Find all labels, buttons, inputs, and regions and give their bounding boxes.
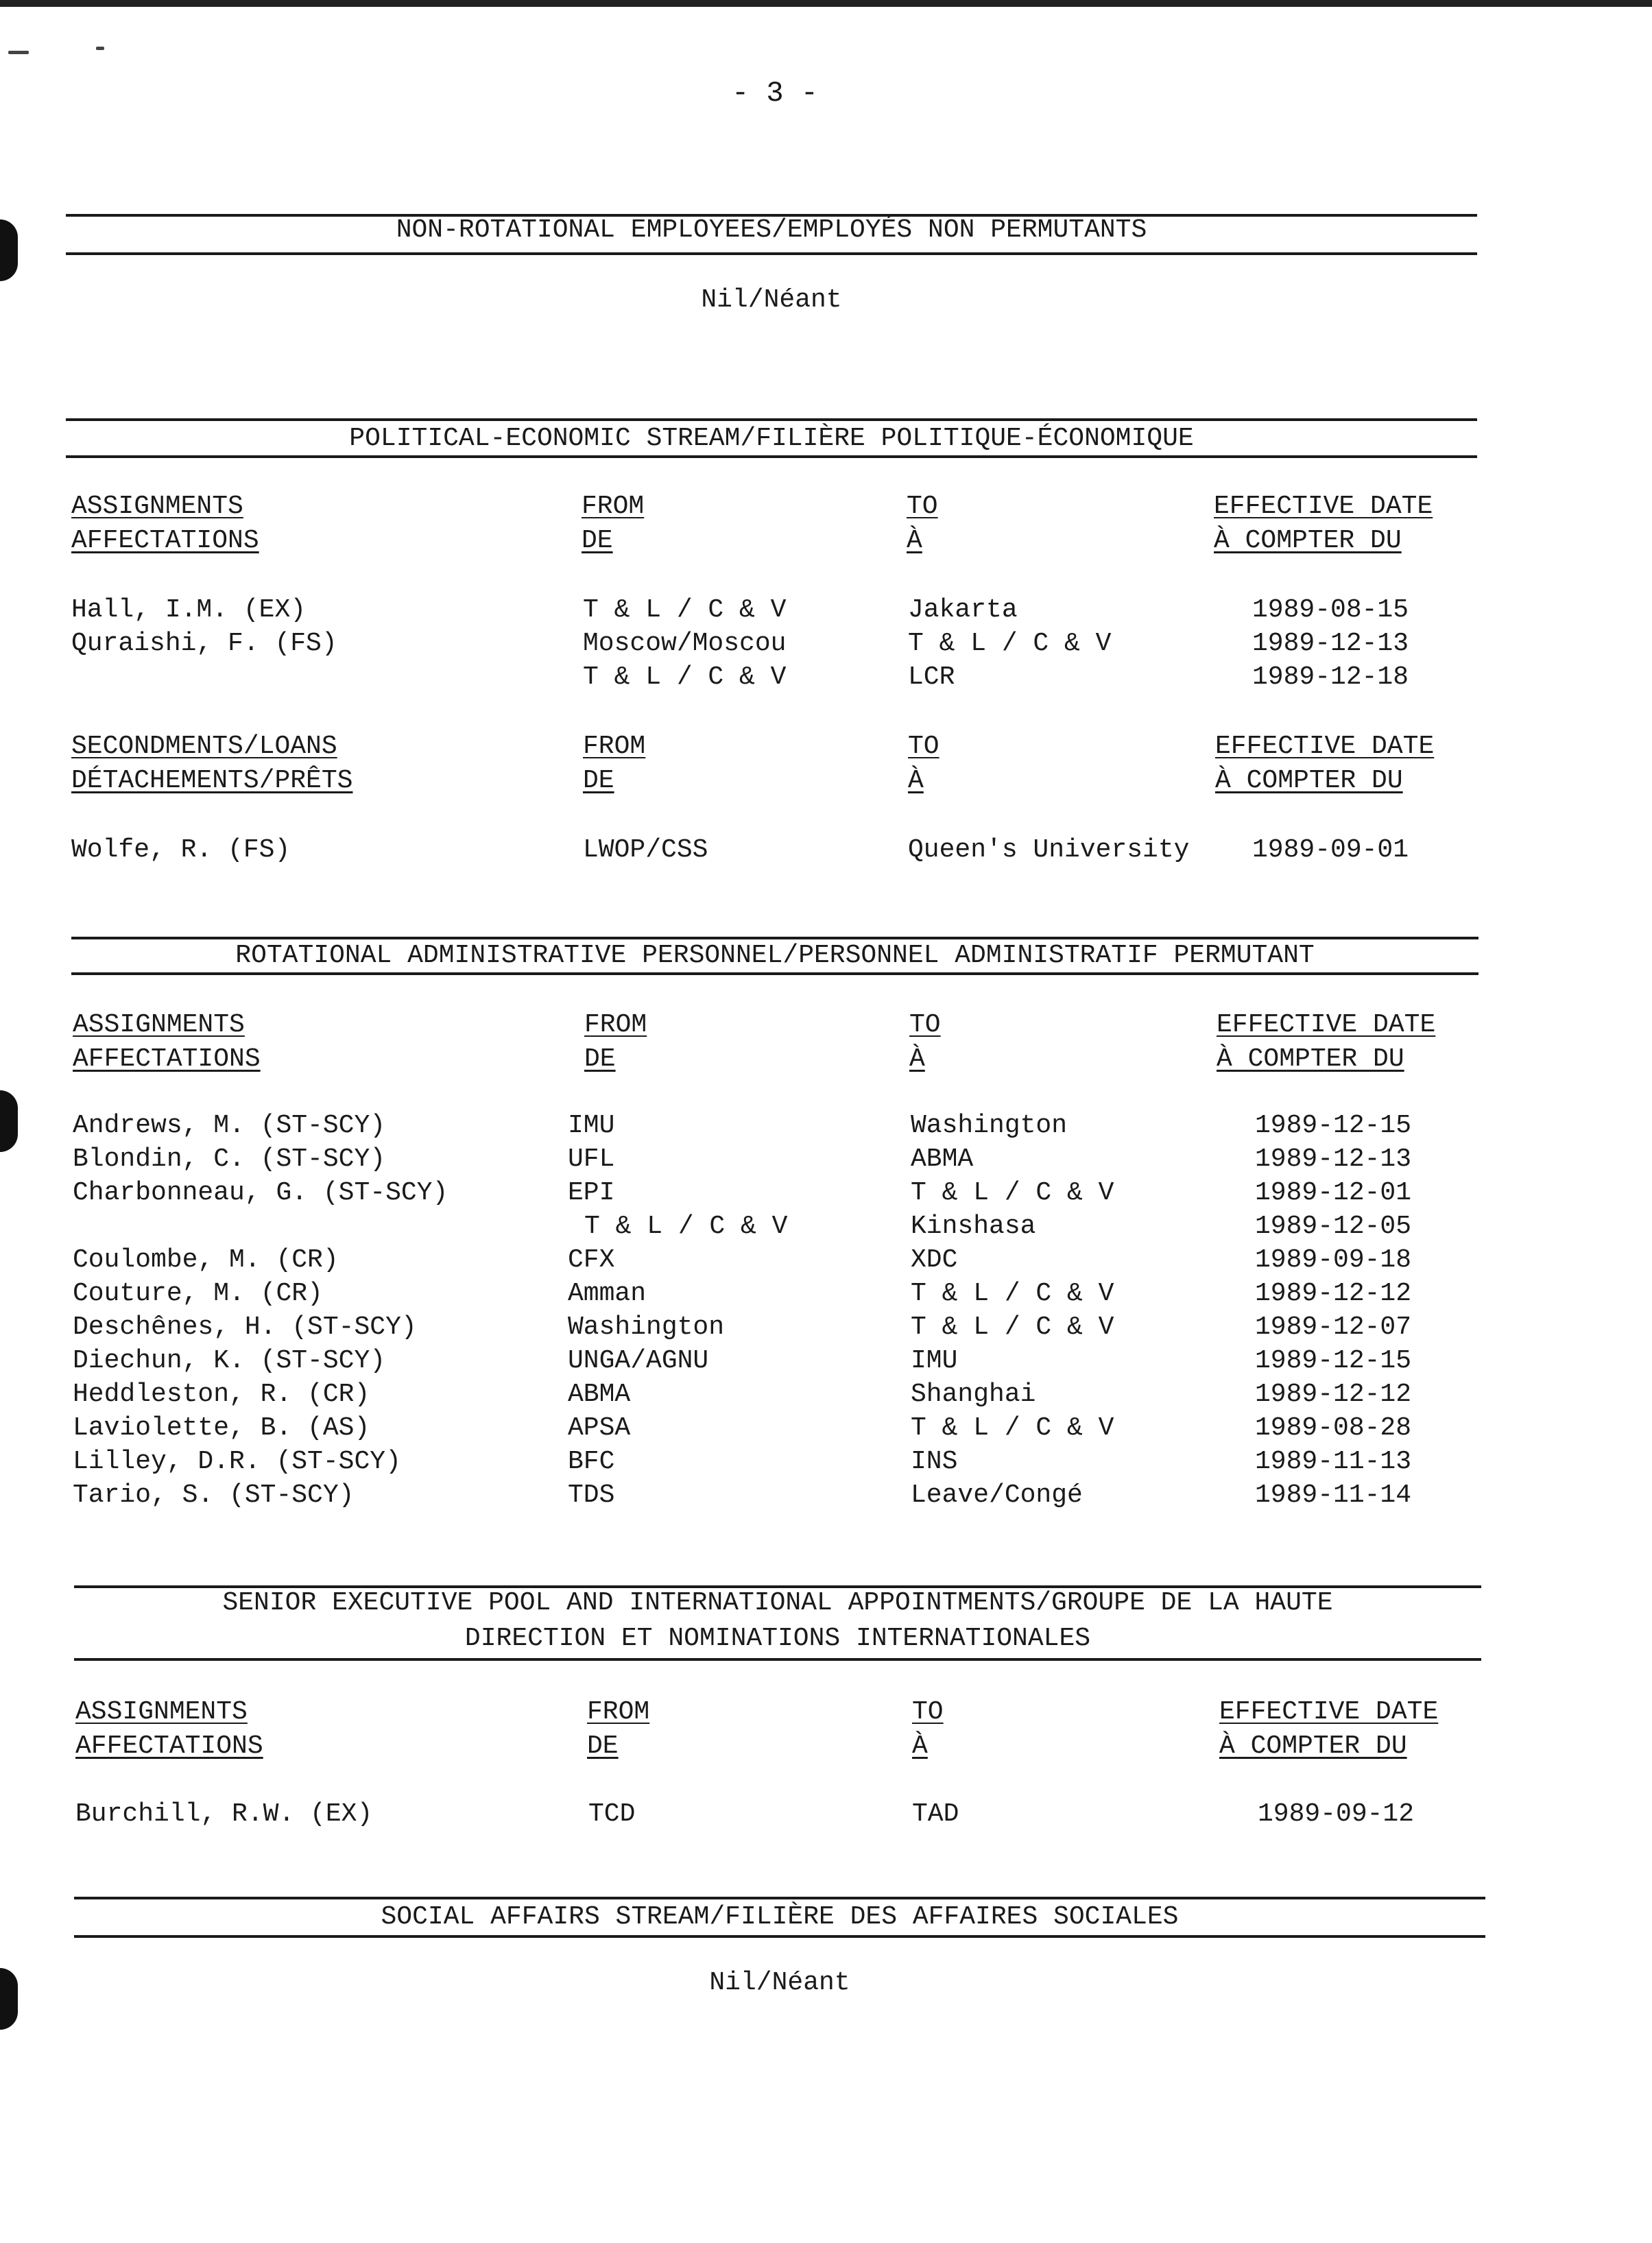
cell-name: Wolfe, R. (FS) [71,835,291,865]
table-row [0,1480,1652,1515]
cell-name: Laviolette, B. (AS) [73,1413,370,1443]
table-row [0,1799,1652,1834]
header-effective-date: EFFECTIVE DATE À COMPTER DU [1219,1697,1439,1761]
table-row [0,1380,1652,1414]
cell-name: Charbonneau, G. (ST-SCY) [73,1178,448,1208]
cell-from: TDS [568,1480,615,1510]
header-to: TO À [909,1010,941,1074]
table-row [0,1111,1652,1145]
header-to: TO À [908,732,939,795]
nil-text: Nil/Néant [701,285,842,315]
table-row [0,1346,1652,1380]
table-row [0,1212,1652,1246]
section-rule [71,972,1479,975]
cell-from: UNGA/AGNU [568,1346,709,1376]
scan-speck [96,47,104,50]
cell-name: Hall, I.M. (EX) [71,595,307,625]
cell-name: Blondin, C. (ST-SCY) [73,1144,386,1174]
table-row [0,1279,1652,1313]
cell-name: Burchill, R.W. (EX) [75,1799,373,1829]
cell-date: 1989-12-12 [1255,1279,1412,1308]
cell-name: Andrews, M. (ST-SCY) [73,1111,386,1140]
cell-name: Deschênes, H. (ST-SCY) [73,1312,417,1342]
header-effective-date: EFFECTIVE DATE À COMPTER DU [1217,1010,1436,1074]
cell-to: Jakarta [908,595,1018,625]
cell-to: T & L / C & V [911,1279,1114,1308]
section-title-non-rotational: NON-ROTATIONAL EMPLOYEES/EMPLOYÉS NON PERMUTANTS [396,215,1147,245]
table-row [0,1413,1652,1448]
header-assignments: ASSIGNMENTS AFFECTATIONS [75,1697,263,1761]
cell-to: TAD [912,1799,959,1829]
cell-to: T & L / C & V [908,629,1112,658]
header-from: FROM DE [584,1010,647,1074]
cell-from: EPI [568,1178,615,1208]
cell-to: Shanghai [911,1380,1036,1409]
cell-to: Washington [911,1111,1068,1140]
cell-date: 1989-12-01 [1255,1178,1412,1208]
cell-name: Heddleston, R. (CR) [73,1380,370,1409]
table-row [0,1144,1652,1179]
cell-date: 1989-12-07 [1255,1312,1412,1342]
cell-from: CFX [568,1245,615,1275]
binder-hole-mark [0,219,18,281]
header-to: TO À [907,492,938,555]
page-top-edge [0,0,1652,7]
cell-date: 1989-12-15 [1255,1111,1412,1140]
cell-date: 1989-09-12 [1258,1799,1415,1829]
cell-from: UFL [568,1144,615,1174]
cell-to: INS [911,1447,958,1476]
cell-to: T & L / C & V [911,1312,1114,1342]
section-rule [74,1935,1485,1938]
table-row [0,662,1652,697]
cell-from: Amman [568,1279,647,1308]
cell-date: 1989-12-15 [1255,1346,1412,1376]
section-rule [74,1658,1481,1661]
table-row [0,595,1652,629]
table-row [0,1447,1652,1481]
scan-speck [8,51,29,54]
cell-to: Queen's University [908,835,1190,865]
table-row [0,835,1652,869]
table-row [0,1312,1652,1347]
cell-from: LWOP/CSS [583,835,708,865]
cell-from: APSA [568,1413,631,1443]
header-from: FROM DE [582,492,645,555]
cell-from: IMU [568,1111,615,1140]
section-rule [66,252,1477,255]
cell-from: ABMA [568,1380,631,1409]
cell-date: 1989-12-18 [1252,662,1409,692]
cell-date: 1989-12-13 [1255,1144,1412,1174]
table-row [0,629,1652,663]
cell-date: 1989-11-14 [1255,1480,1412,1510]
section-title-social-affairs: SOCIAL AFFAIRS STREAM/FILIÈRE DES AFFAIRES SOCIALES [381,1902,1179,1932]
cell-name: Coulombe, M. (CR) [73,1245,339,1275]
cell-name: Lilley, D.R. (ST-SCY) [73,1447,401,1476]
cell-from: Moscow/Moscou [583,629,787,658]
cell-to: Kinshasa [911,1212,1036,1241]
cell-date: 1989-12-05 [1255,1212,1412,1241]
cell-to: T & L / C & V [911,1413,1114,1443]
cell-from: T & L / C & V [584,1212,788,1241]
cell-from: T & L / C & V [583,595,787,625]
cell-to: ABMA [911,1144,974,1174]
cell-from: Washington [568,1312,725,1342]
cell-date: 1989-08-28 [1255,1413,1412,1443]
header-from: FROM DE [583,732,646,795]
page-number: - 3 - [731,77,819,110]
cell-name: Diechun, K. (ST-SCY) [73,1346,386,1376]
cell-from: BFC [568,1447,615,1476]
header-effective-date: EFFECTIVE DATE À COMPTER DU [1215,732,1435,795]
cell-date: 1989-08-15 [1252,595,1409,625]
binder-hole-mark [0,1968,18,2030]
section-title-senior-executive-line2: DIRECTION ET NOMINATIONS INTERNATIONALES [464,1624,1091,1653]
header-assignments: ASSIGNMENTS AFFECTATIONS [73,1010,261,1074]
section-title-senior-executive-line1: SENIOR EXECUTIVE POOL AND INTERNATIONAL APPOINTMENTS/GROUPE DE LA HAUTE [222,1588,1333,1618]
cell-date: 1989-12-12 [1255,1380,1412,1409]
cell-to: T & L / C & V [911,1178,1114,1208]
section-title-rotational-admin: ROTATIONAL ADMINISTRATIVE PERSONNEL/PERSONNEL ADMINISTRATIF PERMUTANT [235,941,1315,970]
table-row [0,1178,1652,1212]
cell-name: Quraishi, F. (FS) [71,629,337,658]
cell-date: 1989-12-13 [1252,629,1409,658]
nil-text: Nil/Néant [709,1968,850,1998]
cell-to: LCR [908,662,955,692]
cell-date: 1989-09-18 [1255,1245,1412,1275]
cell-date: 1989-11-13 [1255,1447,1412,1476]
table-row [0,1245,1652,1280]
cell-to: Leave/Congé [911,1480,1083,1510]
header-to: TO À [912,1697,944,1761]
cell-date: 1989-09-01 [1252,835,1409,865]
cell-name: Couture, M. (CR) [73,1279,323,1308]
cell-from: TCD [588,1799,636,1829]
section-rule [66,455,1477,458]
cell-to: XDC [911,1245,958,1275]
cell-name: Tario, S. (ST-SCY) [73,1480,355,1510]
header-effective-date: EFFECTIVE DATE À COMPTER DU [1214,492,1433,555]
section-title-political-economic: POLITICAL-ECONOMIC STREAM/FILIÈRE POLITIQUE-ÉCONOMIQUE [349,424,1194,453]
header-assignments: ASSIGNMENTS AFFECTATIONS [71,492,259,555]
cell-from: T & L / C & V [583,662,787,692]
cell-to: IMU [911,1346,958,1376]
header-from: FROM DE [587,1697,650,1761]
header-secondments: SECONDMENTS/LOANS DÉTACHEMENTS/PRÊTS [71,732,353,795]
